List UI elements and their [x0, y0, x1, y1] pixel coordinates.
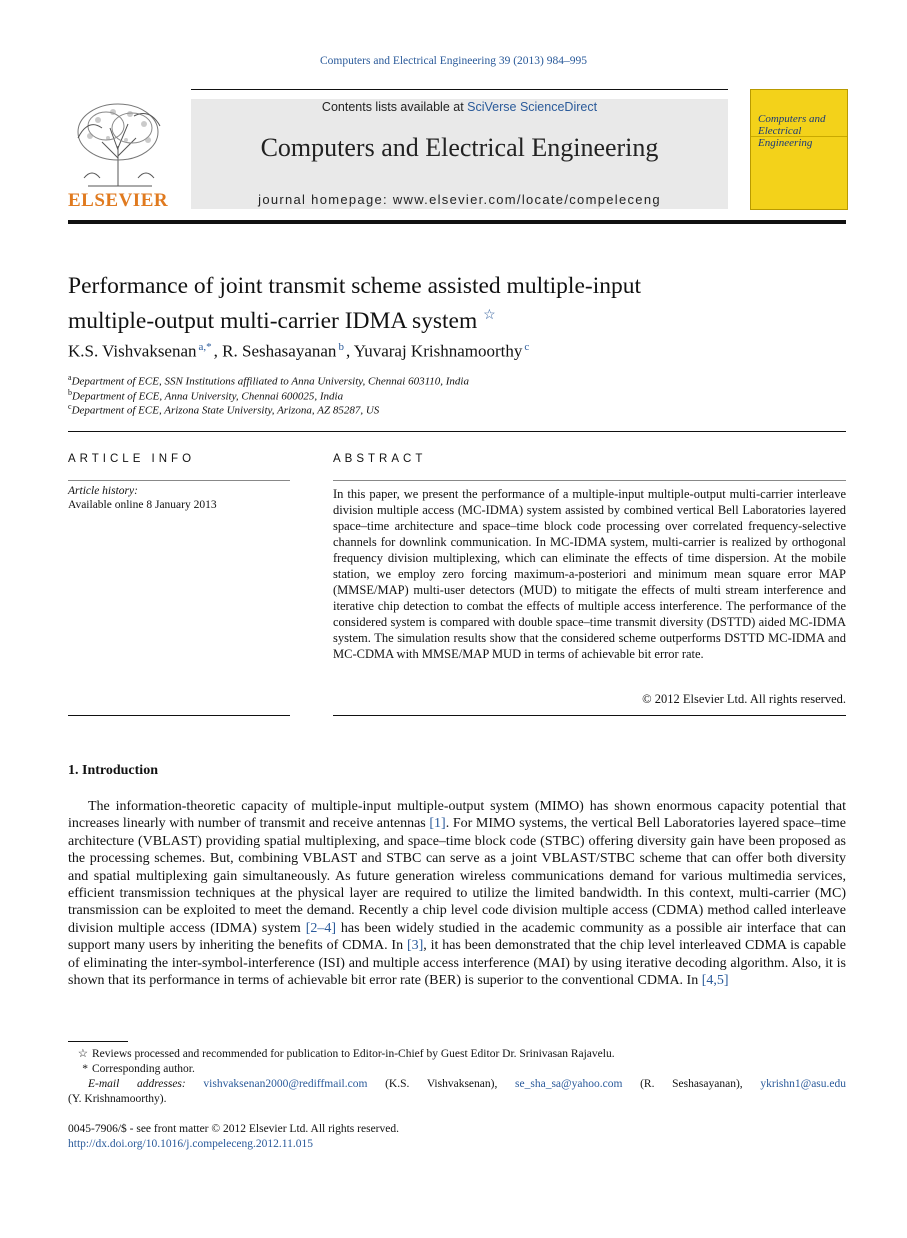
affiliation-mark: b	[68, 388, 72, 397]
footnote-emails	[68, 1077, 846, 1092]
citation-link[interactable]: [1]	[429, 816, 446, 832]
footnote-asterisk: *	[82, 1063, 88, 1075]
author-name: , Yuvaraj Krishnamoorthy	[345, 341, 523, 361]
affiliation	[68, 388, 343, 403]
journal-homepage[interactable]: journal homepage: www.elsevier.com/locate/compeleceng	[258, 192, 661, 207]
title-footnote-star-icon[interactable]: ☆	[483, 308, 496, 323]
section-heading-introduction: 1. Introduction	[68, 763, 158, 778]
journal-title: Computers and Electrical Engineering	[260, 133, 659, 162]
journal-reference[interactable]: Computers and Electrical Engineering 39 (2013) 984–995	[320, 55, 587, 67]
citation-link[interactable]: [4,5]	[701, 973, 729, 989]
footnote-corresponding-text: Corresponding author.	[92, 1063, 195, 1075]
affiliation-text: Department of ECE, Anna University, Chennai 600025, India	[72, 390, 344, 403]
author-affiliation-mark[interactable]: a,*	[198, 341, 212, 353]
publisher-logo-text: ELSEVIER	[68, 190, 169, 211]
history-value: Available online 8 January 2013	[68, 499, 217, 511]
header-bottom-rule	[68, 220, 846, 224]
citation-link[interactable]: [2–4]	[305, 920, 337, 936]
footnote-email-owner-last: (Y. Krishnamoorthy).	[68, 1093, 167, 1105]
intro-text: The information-theoretic capacity of multiple-input multiple-output system (MIMO) has shown enormous capacity potential that increases linearly with number of transmit and receive antennas	[68, 799, 846, 832]
article-info-bottom-rule	[68, 715, 290, 716]
footnote-review	[68, 1047, 846, 1062]
title-line-1: Performance of joint transmit scheme assisted multiple-input	[68, 273, 642, 299]
contents-prefix: Contents lists available at	[321, 100, 468, 114]
email-owner: (K.S. Vishvaksenan),	[385, 1078, 498, 1090]
cover-title: Computers and Electrical Engineering	[758, 113, 826, 149]
title-line-2: multiple-output multi-carrier IDMA system	[68, 307, 478, 334]
doi-link[interactable]: http://dx.doi.org/10.1016/j.compeleceng.2012.11.015	[68, 1138, 313, 1150]
abstract-rule	[333, 480, 846, 481]
article-info-heading: ARTICLE INFO	[68, 453, 196, 465]
email-link[interactable]: se_sha_sa@yahoo.com	[515, 1078, 623, 1090]
abstract-copyright: © 2012 Elsevier Ltd. All rights reserved.	[642, 692, 846, 706]
footnote-star-icon: ☆	[77, 1048, 88, 1060]
author-affiliation-mark[interactable]: c	[524, 341, 530, 353]
footnote-corresponding	[68, 1062, 846, 1077]
intro-text: has been widely studied in the academic community as a possible air interface that can support many users by inheriting the benefits of CDMA. In	[68, 920, 846, 954]
article-info-rule	[68, 480, 290, 481]
footnote-rule	[68, 1041, 128, 1042]
abstract-bottom-rule	[333, 715, 846, 716]
author-list	[68, 341, 531, 362]
intro-text: , it has been demonstrated that the chip level interleaved CDMA is capable of eliminating the inter-symbol-interference (ISI) and multiple access interference (MAI) by using iterative decoding algorithm. Also, it is shown that its performance in terms of achievable bit error rate (BER) is superior to the conventional CDMA. In	[68, 938, 847, 989]
article-title	[68, 272, 848, 336]
affiliation-mark: a	[68, 373, 72, 382]
footnote-review-text: Reviews processed and recommended for publication to Editor-in-Chief by Guest Editor Dr. Srinivasan Rajavelu.	[92, 1048, 615, 1060]
affiliation-text: Department of ECE, SSN Institutions affiliated to Anna University, Chennai 603110, India	[71, 375, 469, 388]
email-label: E-mail addresses:	[88, 1078, 186, 1090]
citation-link[interactable]: [3]	[406, 938, 424, 954]
sciencedirect-link[interactable]: SciVerse ScienceDirect	[467, 100, 598, 114]
header-top-rule	[191, 89, 728, 90]
journal-cover-image	[750, 89, 848, 210]
abstract-heading: ABSTRACT	[333, 453, 427, 465]
affiliation-rule	[68, 431, 846, 432]
author-affiliation-mark[interactable]: b	[338, 341, 344, 353]
author-name: K.S. Vishvaksenan	[68, 341, 197, 361]
affiliation-mark: c	[68, 402, 72, 411]
contents-line	[191, 100, 728, 114]
email-link[interactable]: vishvaksenan2000@rediffmail.com	[203, 1078, 368, 1090]
affiliation	[68, 402, 379, 417]
email-link[interactable]: ykrishn1@asu.edu	[760, 1078, 847, 1090]
affiliation	[68, 373, 469, 388]
affiliation-text: Department of ECE, Arizona State University, Arizona, AZ 85287, US	[71, 404, 380, 417]
email-owner: (R. Seshasayanan),	[640, 1078, 743, 1090]
author-name: , R. Seshasayanan	[213, 341, 337, 361]
introduction-paragraph	[68, 798, 846, 989]
abstract-text: In this paper, we present the performance of a multiple-input multiple-output multi-carrier interleave division multiple access (MC-IDMA) system assisted by combined vertical Bell Laboratories layered space–time architecture and space–time block code processing over correlated frequency-selective channels for downlink communication. In MC-IDMA system, multi-carrier is realized by orthogonal frequency division multiplexing, which can eliminate the effects of time dispersion. At the mobile station, we employ zero forcing maximum-a-posteriori and minimum mean square error MAP (MMSE/MAP) multi-user detectors (MUD) to mitigate the effects of multi stream interference and iterative chip detection to combat the effects of multiple access interference. The performance of the considered system is compared with double space–time transmit diversity (DSTTD) aided MC-IDMA system. The simulation results show that the considered scheme outperforms DSTTD MC-IDMA and MC-CDMA with MMSE/MAP MUD in terms of achievable bit error rate.	[333, 487, 846, 661]
issn-line: 0045-7906/$ - see front matter © 2012 Elsevier Ltd. All rights reserved.	[68, 1123, 399, 1135]
intro-text: . For MIMO systems, the vertical Bell Laboratories layered space–time architecture (VBLAST) providing spatial multiplexing, and space–time block code (STBC) offering diversity gain have been proposed as the processing schemes. But, combining VBLAST and STBC can serve as a joint VBLAST/STBC scheme that can offer both diversity and spatial multiplexing gain simultaneously. As future generation wireless communications demand for various multimedia services, efficient transmission techniques at the physical layer are required to utilize the limited bandwidth. In this context, multi-carrier (MC) transmission can be exploited to meet the demand. Recently a chip level code division multiple access (CDMA) method called interleave division multiple access (IDMA) system	[68, 816, 846, 936]
history-label: Article history:	[68, 485, 138, 497]
